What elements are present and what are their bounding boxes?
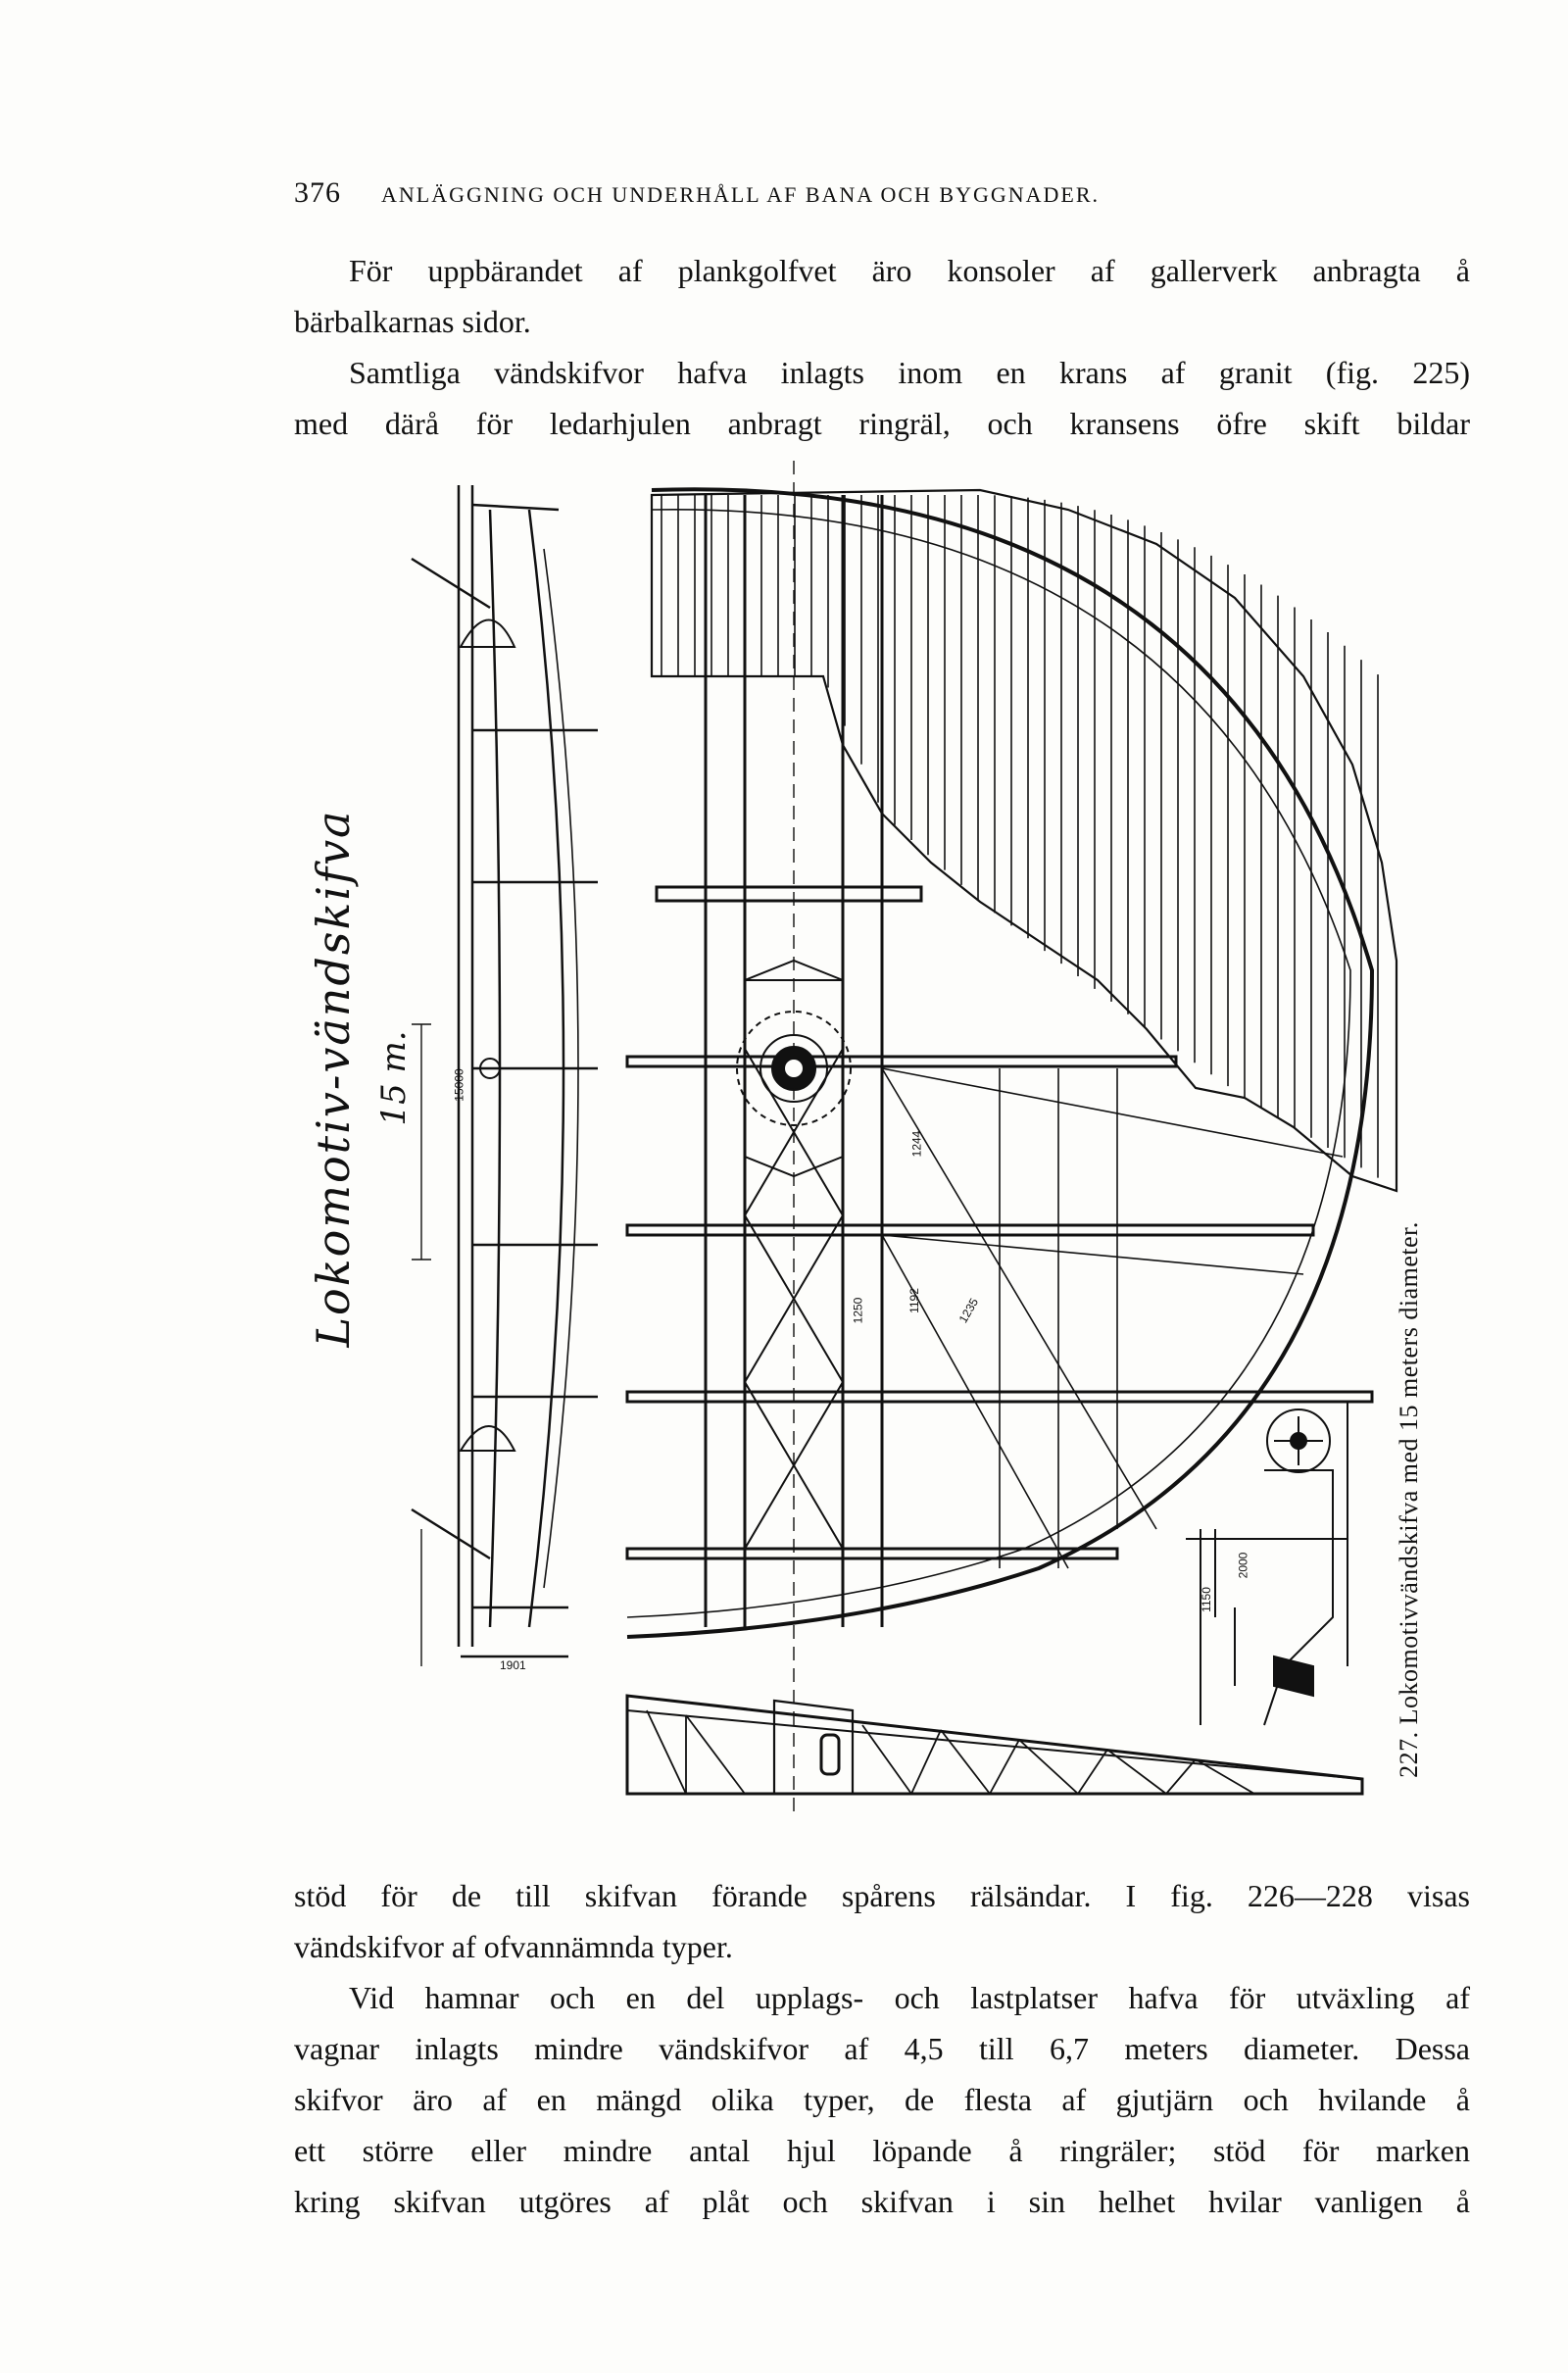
text-line: Samtliga vändskifvor hafva inlagts inom en krans af granit (fig. 225) — [349, 355, 1470, 390]
handwritten-title: Lokomotiv-vändskifva — [307, 809, 360, 1348]
dimension-label: 15000 — [452, 1068, 466, 1102]
radial-struts — [882, 1068, 1343, 1568]
dimension-label: 1250 — [851, 1297, 865, 1324]
text-line: ett större eller mindre antal hjul löpande å ringräler; stöd för marken — [294, 2133, 1470, 2168]
wheel-icon — [461, 620, 514, 1452]
turntable-figure — [0, 451, 1568, 1843]
text-line: vagnar inlagts mindre vändskifvor af 4,5 till 6,7 meters diameter. Dessa — [294, 2031, 1470, 2066]
center-pivot-icon — [737, 961, 851, 1176]
page-number: 376 — [294, 176, 341, 209]
text-line: bärbalkarnas sidor. — [294, 304, 531, 339]
text-line: med därå för ledarhjulen anbragt ringräl, och kransens öfre skift bildar — [294, 406, 1470, 441]
handwritten-scale: 15 m. — [374, 1030, 414, 1126]
bottom-paragraph — [294, 1870, 1470, 2227]
dimension-label: 1244 — [909, 1130, 924, 1158]
text-line: vändskifvor af ofvannämnda typer. — [294, 1929, 733, 1964]
page-header — [294, 176, 1470, 225]
dimension-label: 1150 — [1199, 1587, 1213, 1612]
text-line: stöd för de till skifvan förande spårens rälsändar. I fig. 226—228 visas — [294, 1878, 1470, 1913]
side-elevation-truss — [412, 485, 598, 1656]
hatch-lines — [662, 495, 1378, 1178]
dimension-label: 1901 — [500, 1658, 526, 1672]
plank-deck-hatching — [652, 490, 1396, 1191]
lower-truss — [627, 1696, 1362, 1794]
figure-caption: 227. Lokomotivvändskifva med 15 meters diameter. — [1395, 1221, 1423, 1778]
dimension-label: 1235 — [956, 1295, 982, 1326]
running-title: ANLÄGGNING OCH UNDERHÅLL AF BANA OCH BYGGNADER. — [381, 182, 1101, 207]
text-line: kring skifvan utgöres af plåt och skifvan i sin helhet hvilar vanligen å — [294, 2184, 1470, 2219]
dimension-line — [412, 1024, 431, 1666]
text-line: skifvor äro af en mängd olika typer, de flesta af gjutjärn och hvilande å — [294, 2082, 1470, 2117]
dimension-label: 1192 — [906, 1288, 921, 1313]
text-line: Vid hamnar och en del upplags- och lastplatser hafva för utväxling af — [349, 1980, 1470, 2015]
top-paragraph — [294, 245, 1470, 449]
text-line: För uppbärandet af plankgolfvet äro konsoler af gallerverk anbragta å — [349, 253, 1470, 288]
dimension-label: 2000 — [1236, 1552, 1250, 1579]
